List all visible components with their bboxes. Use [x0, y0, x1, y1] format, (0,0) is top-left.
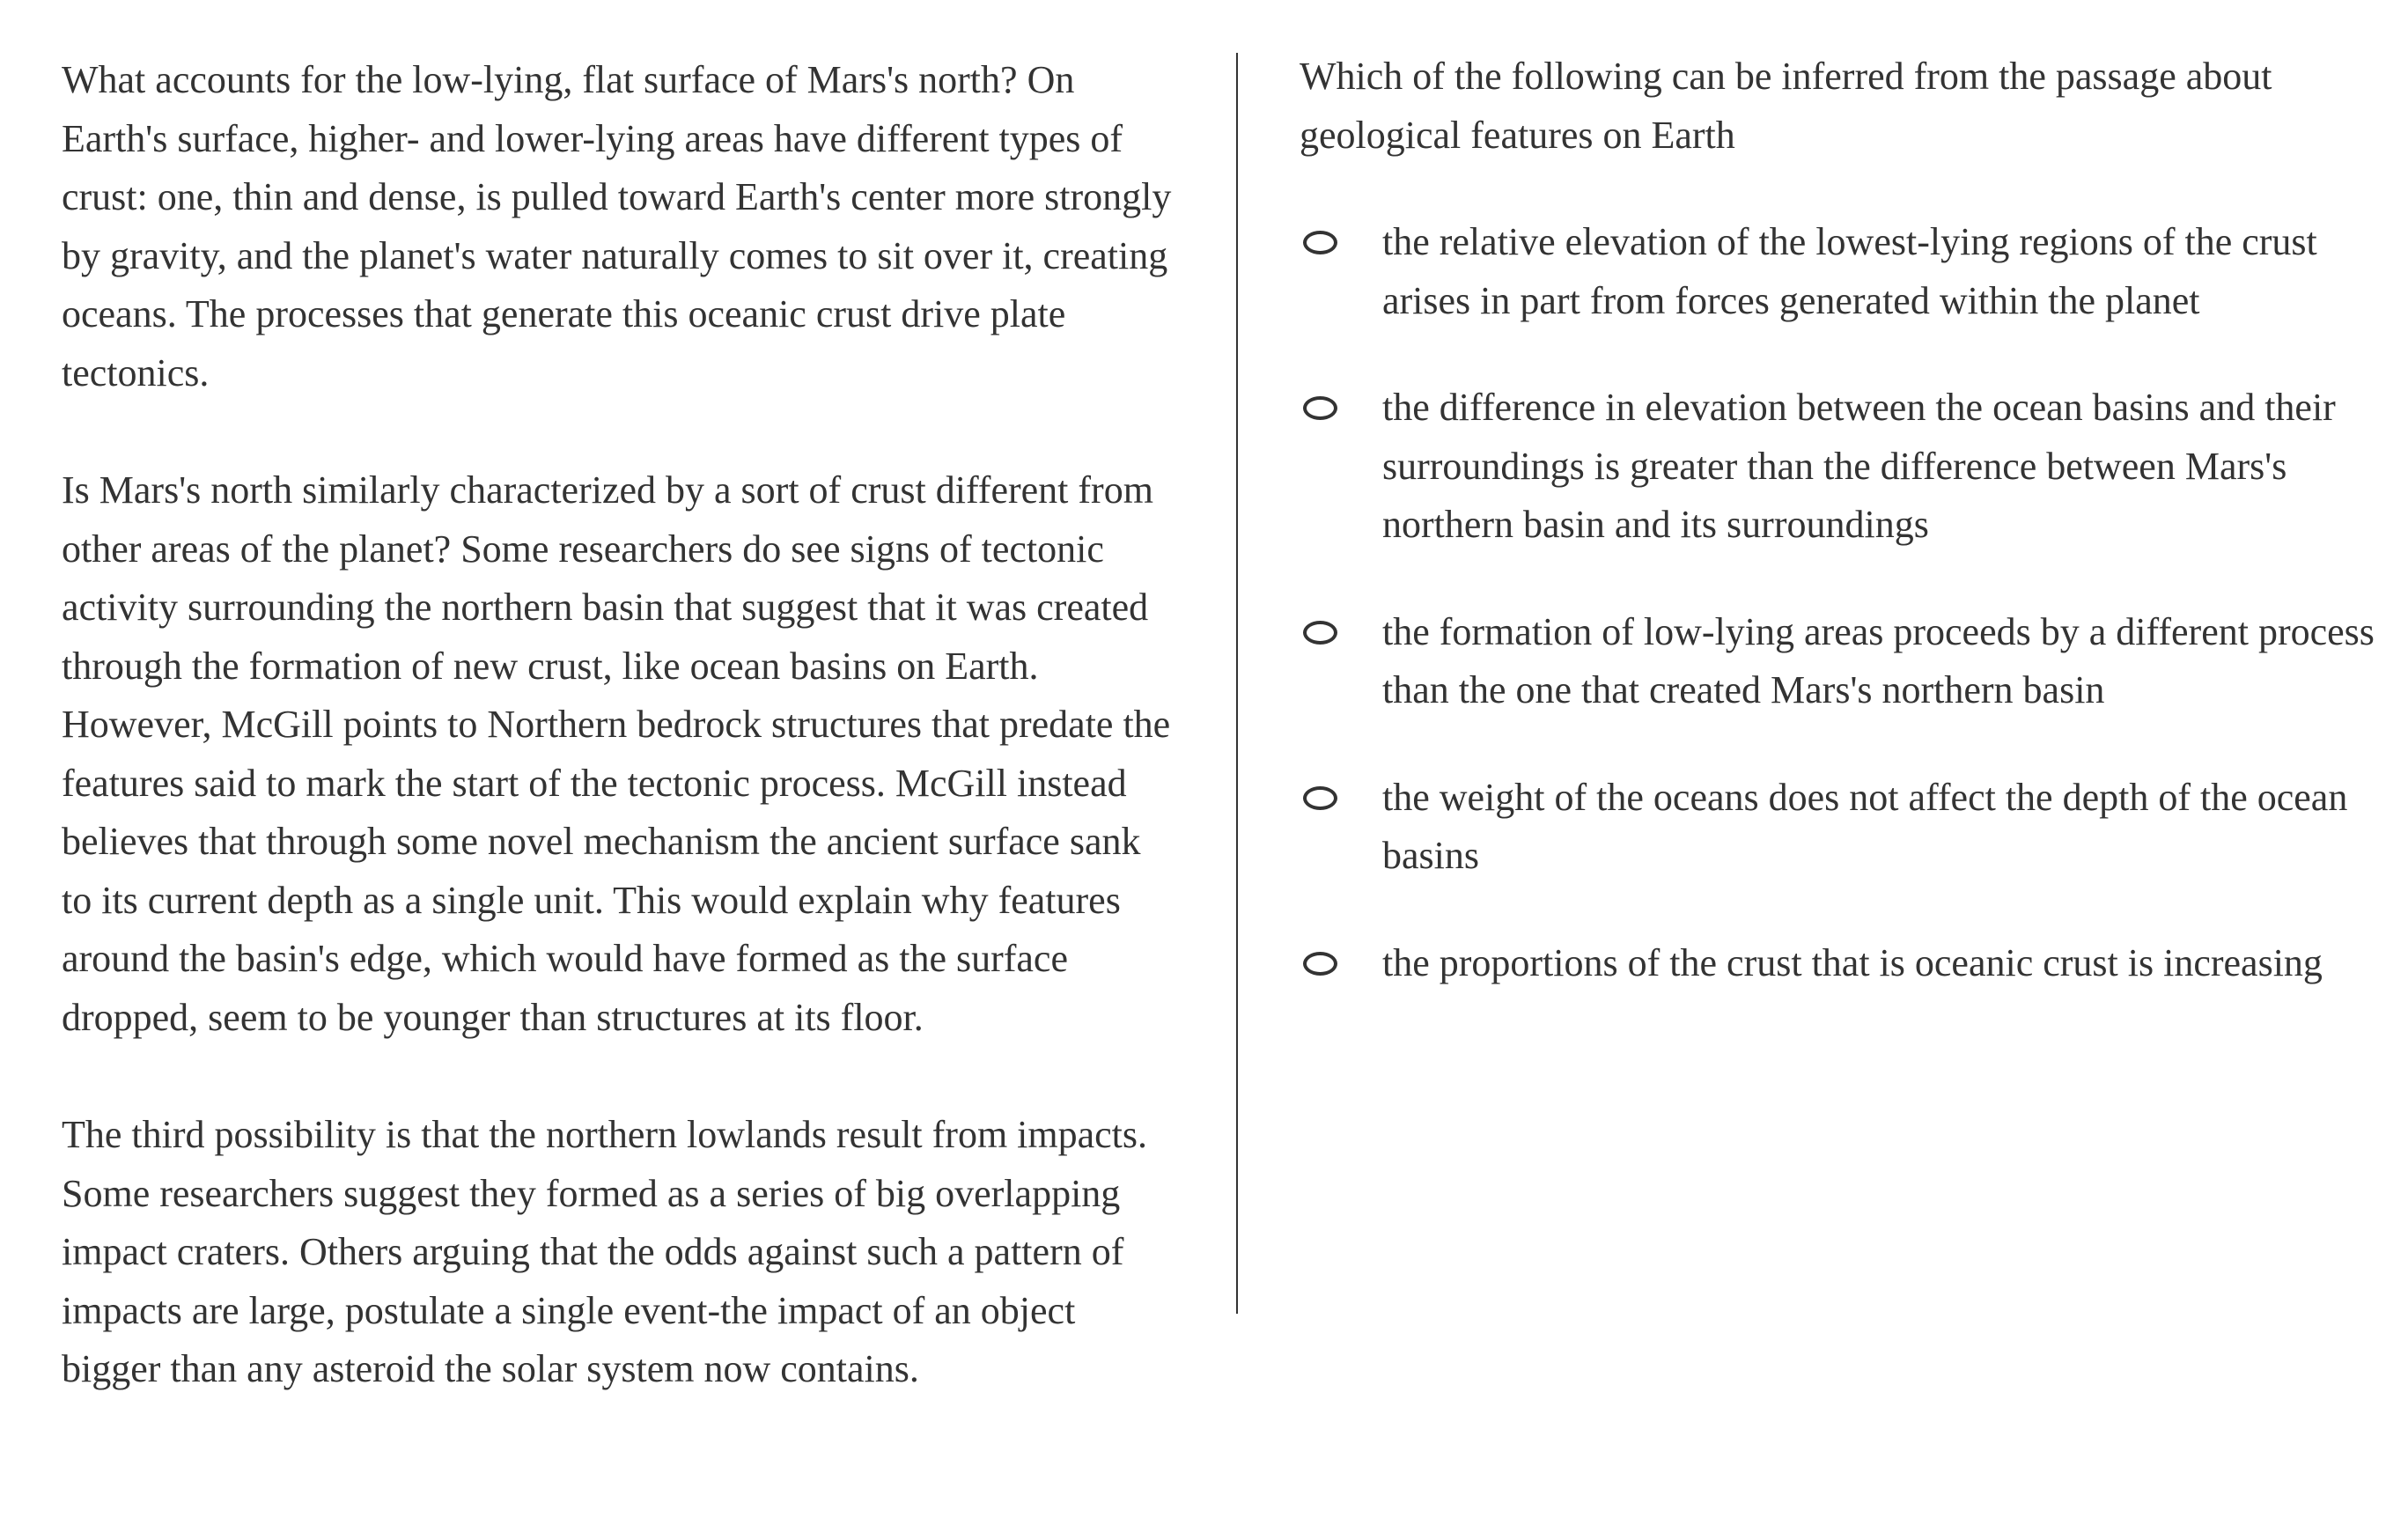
answer-option-label: the formation of low-lying areas proceeds by a different process than the one that created Mars's northern basin — [1382, 609, 2375, 711]
radio-button-icon[interactable] — [1303, 621, 1337, 645]
question-prompt: Which of the following can be inferred from the passage about geological features on Earth — [1300, 55, 2272, 157]
pane-divider — [1236, 53, 1238, 1314]
answer-option-1[interactable] — [1300, 213, 2382, 330]
radio-button-icon[interactable] — [1303, 231, 1337, 254]
answer-option-label: the weight of the oceans does not affect the depth of the ocean basins — [1382, 775, 2348, 877]
answer-options — [1300, 213, 2382, 992]
question-panel — [1300, 48, 2382, 1041]
answer-option-4[interactable] — [1300, 769, 2382, 886]
answer-option-2[interactable] — [1300, 379, 2382, 555]
passage-paragraph-2: Is Mars's north similarly characterized by a sort of crust different from other areas of the planet? Some researchers do see signs of tectonic activity surrounding the northern basin that suggest that it was created through the formation of new crust, like ocean basins on Earth. However, McGill points to Northern bedrock structures that predate the features said to mark the start of the tectonic process. McGill instead believes that through some novel mechanism the ancient surface sank to its current depth as a single unit. This would explain why features around the basin's edge, which would have formed as the surface dropped, seem to be younger than structures at its floor. — [62, 468, 1171, 1039]
passage-paragraph-1: What accounts for the low-lying, flat surface of Mars's north? On Earth's surface, higher- and lower-lying areas have different types of crust: one, thin and dense, is pulled toward Earth's center more strongly by gravity, and the planet's water naturally comes to sit over it, creating oceans. The processes that generate this oceanic crust drive plate tectonics. — [62, 58, 1172, 394]
reading-passage — [62, 51, 1180, 1458]
answer-option-3[interactable] — [1300, 603, 2382, 720]
radio-button-icon[interactable] — [1303, 952, 1337, 976]
answer-option-5[interactable] — [1300, 934, 2382, 993]
passage-paragraph-3: The third possibility is that the northern lowlands result from impacts. Some researchers suggest they formed as a series of big overlapping impact craters. Others arguing that the odds against such a pattern of impacts are large, postulate a single event-the impact of an object bigger than any asteroid the solar system now contains. — [62, 1113, 1148, 1390]
answer-option-label: the relative elevation of the lowest-lying regions of the crust arises in part from forces generated within the planet — [1382, 220, 2317, 322]
radio-button-icon[interactable] — [1303, 396, 1337, 420]
radio-button-icon[interactable] — [1303, 786, 1337, 810]
answer-option-label: the difference in elevation between the ocean basins and their surroundings is greater than the difference between Mars's northern basin and its surroundings — [1382, 386, 2336, 546]
answer-option-label: the proportions of the crust that is oceanic crust is increasing — [1382, 940, 2323, 984]
